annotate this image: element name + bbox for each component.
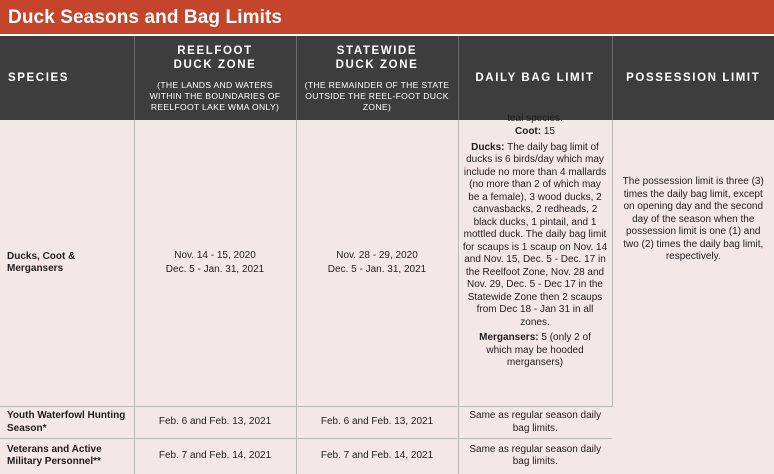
reelfoot-dates-cell: Feb. 6 and Feb. 13, 2021 [134,407,296,439]
header-reelfoot-zone [134,36,296,120]
clipped-text [463,120,608,126]
header-statewide-zone [296,36,458,120]
header-statewide-title: STATEWIDE DUCK ZONE [297,44,458,72]
mergansers-text: 5 (only 2 of which may be hooded mergansers) [486,332,591,368]
statewide-dates-cell: Feb. 7 and Feb. 14, 2021 [296,439,458,474]
possession-limit-cell: The possession limit is three (3) times the daily bag limit, except on opening day and the second day of the season when the possession limit is one (1) and two (2) times the daily bag limit, respectively. [612,120,774,474]
reelfoot-dates-cell [134,120,296,407]
coot-value: 15 [541,126,555,137]
species-cell: Youth Waterfowl Hunting Season* [0,407,134,439]
daily-bag-cell: Same as regular season daily bag limits. [458,439,612,474]
table-header-row [0,36,774,120]
statewide-date-1: Nov. 28 - 29, 2020 [301,250,454,263]
statewide-dates-cell [296,120,458,407]
reelfoot-date-1: Nov. 14 - 15, 2020 [139,250,292,263]
reelfoot-dates-cell: Feb. 7 and Feb. 14, 2021 [134,439,296,474]
species-cell: Veterans and Active Military Personnel** [0,439,134,474]
mergansers-label: Mergansers: [479,332,538,343]
statewide-dates-cell: Feb. 6 and Feb. 13, 2021 [296,407,458,439]
header-statewide-subtitle: (THE REMAINDER OF THE STATE OUTSIDE THE REEL-FOOT DUCK ZONE) [297,80,458,113]
header-daily-label: DAILY BAG LIMIT [459,71,612,85]
header-possession-limit [612,36,774,120]
header-species [0,36,134,120]
header-reelfoot-title: REELFOOT DUCK ZONE [135,44,296,72]
header-possession-label: POSSESSION LIMIT [613,71,774,85]
ducks-limit [463,142,608,330]
species-cell: Ducks, Coot & Mergansers [0,120,134,407]
header-species-label: SPECIES [8,71,134,85]
mergansers-limit [463,332,608,370]
statewide-date-2: Dec. 5 - Jan. 31, 2021 [301,264,454,277]
daily-bag-cell [458,120,612,407]
ducks-label: Ducks: [471,142,504,153]
page-title: Duck Seasons and Bag Limits [0,0,774,36]
ducks-text: The daily bag limit of ducks is 6 birds/day which may include no more than 4 mallards (no more than 2 of which may be a female), 3 wood ducks, 2 canvasbacks, 2 redheads, 2 black ducks, 1 pintail, and 1 mottled duck. The daily bag limit for scaups is 1 scaup on Nov. 14 and Nov. 15, Dec. 5 - Dec. 17 in the Reelfoot Zone, Nov. 28 and Nov. 29, Dec. 5 - Dec 17 in the Statewide Zone then 2 scaups from Dec 18 - Jan 31 in all zones. [463,142,607,328]
coot-label: Coot: [515,126,541,137]
header-reelfoot-subtitle: (THE LANDS AND WATERS WITHIN THE BOUNDARIES OF REELFOOT LAKE WMA ONLY) [135,80,296,113]
header-daily-bag-limit [458,36,612,120]
clipped-text-line: teal species. [463,113,608,126]
table-row [0,120,774,407]
coot-limit [463,126,608,139]
duck-seasons-table [0,36,774,474]
daily-bag-text [459,120,612,406]
reelfoot-date-2: Dec. 5 - Jan. 31, 2021 [139,264,292,277]
daily-bag-cell: Same as regular season daily bag limits. [458,407,612,439]
